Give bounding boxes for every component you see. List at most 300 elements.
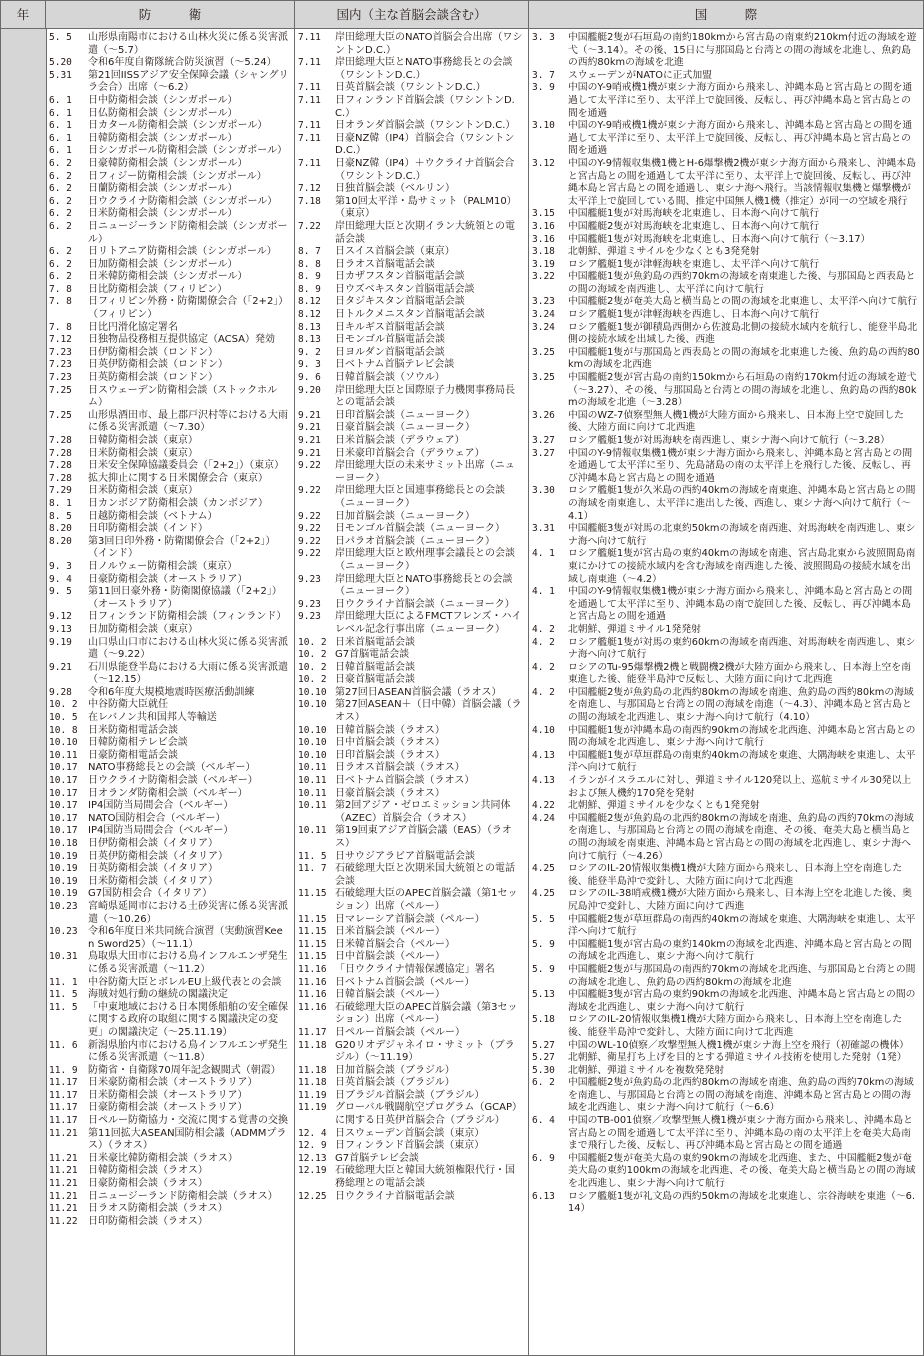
entry-date: 7. 8 — [49, 296, 72, 308]
entry-date: 3.25 — [532, 346, 555, 358]
entry-text: 日米首脳会談（デラウェア） — [335, 435, 465, 446]
entry-text: 岸田総理大臣のNATO首脳会合出席（ワシントンD.C.） — [335, 32, 523, 56]
entry-date: 11.18 — [298, 1039, 327, 1051]
entry-text: 岸田総理大臣と国際原子力機関事務局長との電話会談 — [335, 384, 515, 409]
domestic-entry — [298, 196, 524, 221]
entry-text: 日韓防衛相会談（東京） — [88, 435, 198, 446]
domestic-entry — [298, 309, 524, 322]
international-entry — [532, 750, 920, 775]
defense-entry — [49, 1090, 289, 1103]
defense-entry — [49, 145, 289, 158]
entry-date: 3.27 — [532, 447, 555, 459]
entry-text: 日ウクライナ首脳電話会談 — [335, 1190, 455, 1202]
entry-date: 10.17 — [49, 762, 78, 774]
entry-text: 日カンボジア防衛相会談（カンボジア） — [88, 497, 268, 509]
defense-entry — [49, 813, 289, 826]
defense-entry — [49, 70, 289, 95]
entry-date: 3.18 — [532, 246, 555, 258]
entry-date: 10.11 — [298, 787, 327, 799]
defense-entry — [49, 385, 289, 410]
column-divider — [294, 29, 295, 1355]
entry-text: 北朝鮮、弾道ミサイル1発発射 — [568, 623, 701, 635]
entry-date: 10. 2 — [49, 699, 78, 711]
entry-date: 5. 5 — [49, 32, 72, 43]
entry-text: 中国のTB-001偵察／攻撃型無人機1機が東シナ海方面から飛来し、沖縄本島と宮古島との間を通過して太平洋に至り、沖縄本島の南の太平洋上を奄美大島南まで飛行した後、反転し、再び沖縄本島と宮古島との間を通過 — [568, 1115, 913, 1152]
entry-text: スウェーデンがNATOに正式加盟 — [568, 69, 712, 81]
entry-text: 日印防衛相会談（ラオス） — [88, 1215, 208, 1227]
international-entry — [532, 1153, 920, 1191]
entry-date: 10.11 — [298, 825, 327, 837]
defense-entry — [49, 536, 289, 561]
defense-entry — [49, 1165, 289, 1178]
defense-entry — [49, 851, 289, 864]
international-entry — [532, 485, 920, 523]
defense-entry — [49, 725, 289, 738]
entry-text: 日ノルウェー防衛相会談（東京） — [88, 560, 238, 572]
entry-date: 9.21 — [298, 409, 321, 421]
entry-text: 中国艦艇2隻が奄美大島と横当島との間の海域を北東進し、太平洋へ向けて航行 — [568, 296, 918, 308]
international-entry — [532, 800, 920, 813]
entry-date: 7.11 — [298, 82, 321, 94]
entry-date: 9.22 — [298, 535, 321, 547]
domestic-entry — [298, 32, 524, 57]
entry-text: 日ウクライナ防衛相会談（ベルギー） — [88, 775, 258, 787]
entry-text: 日米防衛相会談（オーストラリア） — [88, 1089, 248, 1101]
entry-date: 11.21 — [49, 1203, 78, 1215]
domestic-entry — [298, 699, 524, 724]
entry-date: 11. 9 — [49, 1064, 78, 1076]
entry-date: 3.19 — [532, 258, 555, 270]
entry-text: 第27回ASEAN＋（日中韓）首脳会議（ラオス） — [335, 699, 522, 724]
entry-date: 11.17 — [49, 1077, 78, 1089]
entry-text: 石破総理大臣のAPEC首脳会議（第3セッション）出席（ペルー） — [335, 1001, 518, 1026]
entry-date: 4.24 — [532, 812, 555, 824]
domestic-entry — [298, 599, 524, 612]
header-defense: 防 衛 — [46, 1, 295, 29]
entry-text: 日カザフスタン首脳電話会談 — [335, 271, 465, 283]
entry-date: 4.13 — [532, 775, 555, 787]
international-entry — [532, 448, 920, 486]
entry-text: 中国艦艇3隻が宮古島の東約90kmの海域を北西進、沖縄本島と宮古島との間の海域を北西進し、東シナ海へ向けて航行 — [568, 989, 916, 1013]
entry-text: 日韓首脳会談（ペルー） — [335, 989, 445, 1001]
entry-date: 10.10 — [298, 724, 327, 736]
entry-date: 7.11 — [298, 132, 321, 144]
defense-entry — [49, 271, 289, 284]
entry-text: G7首脳テレビ会談 — [335, 1152, 419, 1164]
entry-date: 7.11 — [298, 157, 321, 169]
entry-date: 3.24 — [532, 309, 555, 321]
entry-text: 中国艦艇2隻が石垣島の南約180kmから宮古島の南東約210km付近の海域を遊弋（～3.14）。その後、15日に与那国島と台湾との間の海域を北進し、魚釣島の西約80kmの海域を北進 — [568, 32, 917, 69]
entry-text: 日印首脳会談（ラオス） — [335, 749, 445, 761]
defense-entry — [49, 574, 289, 587]
entry-text: 令和6年度大規模地震時医療活動訓練 — [88, 686, 255, 698]
entry-text: 日フィンランド首脳会談（東京） — [335, 1140, 485, 1152]
entry-date: 7.11 — [298, 32, 321, 43]
entry-text: 日ウズベキスタン首脳電話会談 — [335, 283, 475, 295]
entry-date: 7.22 — [298, 220, 321, 232]
domestic-entry — [298, 788, 524, 801]
entry-text: ロシアのIL-38哨戒機1機が大陸方面から飛来し、日本海上空を北進した後、奥尻島沖で変針し、大陸方面に向けて西進 — [568, 888, 912, 912]
defense-entry — [49, 57, 289, 70]
domestic-entry — [298, 523, 524, 536]
entry-text: 鳥取県大田市における鳥インフルエンザ発生に係る災害派遣（～11.2） — [88, 951, 288, 975]
international-entry — [532, 1115, 920, 1153]
domestic-entry — [298, 372, 524, 385]
defense-entry — [49, 196, 289, 209]
entry-text: 在レバノン共和国邦人等輸送 — [88, 712, 217, 724]
domestic-entry — [298, 649, 524, 662]
entry-text: 日英伊防衛相会談（イタリア） — [88, 850, 228, 862]
entry-date: 7. 8 — [49, 283, 72, 295]
domestic-entry — [298, 800, 524, 825]
domestic-entry — [298, 1077, 524, 1090]
entry-date: 10.17 — [49, 775, 78, 787]
defense-entry — [49, 662, 289, 687]
entry-date: 3.12 — [532, 157, 555, 169]
entry-date: 6. 4 — [532, 1115, 555, 1127]
defense-entry — [49, 611, 289, 624]
international-entry — [532, 775, 920, 800]
entry-date: 6. 2 — [49, 220, 72, 232]
domestic-entry — [298, 926, 524, 939]
entry-date: 4.13 — [532, 749, 555, 761]
entry-text: 日豪首脳電話会談 — [335, 674, 415, 686]
international-entry — [532, 863, 920, 888]
entry-date: 4. 1 — [532, 586, 555, 598]
entry-date: 10.10 — [298, 686, 327, 698]
domestic-entry — [298, 385, 524, 410]
defense-entry — [49, 1102, 289, 1115]
entry-date: 6. 2 — [49, 258, 72, 270]
entry-text: 日フィリピン外務・防衛閣僚会合（「2+2」）（フィリピン） — [88, 296, 289, 321]
entry-text: 第10回太平洋・島サミット（PALM10）（東京） — [335, 195, 517, 220]
entry-date: 9.13 — [49, 623, 72, 635]
defense-entry — [49, 800, 289, 813]
entry-text: 日豪NZ韓（IP4）＋ウクライナ首脳会合（ワシントンD.C.） — [335, 157, 515, 182]
international-entry — [532, 548, 920, 586]
entry-text: 日英伊防衛相会談（ロンドン） — [88, 359, 228, 371]
entry-text: 石破総理大臣と次期米国大統領との電話会談 — [335, 863, 515, 887]
entry-date: 10. 8 — [49, 724, 78, 736]
international-entry — [532, 1014, 920, 1039]
entry-date: 11.16 — [298, 1001, 327, 1013]
entry-date: 3.30 — [532, 485, 555, 497]
entry-text: 日韓首脳会談（ラオス） — [335, 724, 445, 736]
entry-text: 日豪防衛相電話会談 — [88, 749, 178, 761]
domestic-entry — [298, 57, 524, 82]
entry-date: 9.23 — [298, 598, 321, 610]
defense-entry — [49, 448, 289, 461]
entry-text: グローバル戦闘航空プログラム（GCAP）に関する日英伊首脳会合（ブラジル） — [335, 1102, 523, 1127]
entry-date: 11.21 — [49, 1127, 78, 1139]
entry-date: 5. 9 — [532, 938, 555, 950]
domestic-entry — [298, 95, 524, 120]
entry-date: 7.11 — [298, 94, 321, 106]
entry-text: 日仏防衛相会談（シンガポール） — [88, 107, 238, 119]
entry-text: 日米防衛相会談（イタリア） — [88, 875, 218, 887]
defense-entry — [49, 1002, 289, 1040]
entry-text: 日韓首脳電話会談 — [335, 661, 415, 673]
defense-entry — [49, 95, 289, 108]
entry-date: 4.25 — [532, 863, 555, 875]
international-entry — [532, 221, 920, 234]
entry-date: 4. 2 — [532, 623, 555, 635]
defense-entry — [49, 158, 289, 171]
entry-text: 日トルクメニスタン首脳電話会談 — [335, 309, 485, 321]
entry-date: 10.11 — [298, 775, 327, 787]
entry-date: 10.19 — [49, 875, 78, 887]
header-year: 年 — [1, 1, 46, 29]
entry-text: IP4国防当局間会合（ベルギー） — [88, 800, 234, 812]
entry-date: 8.12 — [298, 296, 321, 308]
entry-text: 日韓首脳会談（ソウル） — [335, 372, 445, 384]
entry-text: 日米首脳会談（ペルー） — [335, 926, 445, 938]
defense-entry — [49, 1153, 289, 1166]
entry-text: 中国艦艇1隻が宮古島の東約140kmの海域を北西進、沖縄本島と宮古島との間の海域を北西進し、東シナ海へ向けて航行 — [568, 938, 912, 963]
entry-date: 6. 1 — [49, 120, 72, 132]
defense-entry — [49, 788, 289, 801]
entry-date: 11.21 — [49, 1190, 78, 1202]
defense-entry — [49, 977, 289, 990]
entry-text: 山形県南陽市における山林火災に係る災害派遣（～5.7） — [88, 32, 288, 56]
entry-date: 5.30 — [532, 1064, 555, 1076]
domestic-entry — [298, 687, 524, 700]
entry-date: 7.29 — [49, 485, 72, 497]
entry-text: 日米防衛相会談（東京） — [88, 447, 198, 459]
defense-entry — [49, 435, 289, 448]
entry-date: 4. 1 — [532, 548, 555, 560]
entry-date: 10.17 — [49, 787, 78, 799]
entry-date: 9.19 — [49, 636, 72, 648]
entry-text: 日オランダ防衛相会談（ベルギー） — [88, 787, 248, 799]
entry-date: 7.11 — [298, 120, 321, 132]
entry-date: 9.21 — [49, 661, 72, 673]
entry-date: 10. 2 — [298, 674, 327, 686]
entry-date: 9.28 — [49, 686, 72, 698]
defense-entry — [49, 1128, 289, 1153]
entry-date: 9.21 — [298, 447, 321, 459]
entry-text: 日米豪印首脳会合（デラウェア） — [335, 447, 485, 459]
domestic-entry — [298, 1165, 524, 1190]
international-entry — [532, 271, 920, 296]
entry-text: 日米防衛相電話会談 — [88, 724, 178, 736]
entry-date: 6. 2 — [49, 208, 72, 220]
entry-text: 北朝鮮、弾道ミサイルを少なくとも1発発射 — [568, 800, 760, 812]
entry-text: 石破総理大臣のAPEC首脳会議（第1セッション）出席（ペルー） — [335, 888, 518, 912]
entry-date: 6. 2 — [49, 271, 72, 283]
entry-text: 岸田総理大臣によるFMCTフレンズ・ハイレベル記念行事出席（ニューヨーク） — [335, 611, 522, 635]
entry-text: 令和6年度日米共同統合演習（実動演習Keen Sword25）（～11.1） — [88, 926, 283, 950]
defense-entry — [49, 296, 289, 321]
entry-date: 7.28 — [49, 472, 72, 484]
entry-text: 中国のY-9哨戒機1機が東シナ海方面から飛来し、沖縄本島と宮古島との間を通過して太平洋に至り、太平洋上で旋回後、反転し、再び沖縄本島と宮古島との間を通過 — [568, 82, 913, 119]
international-entry — [532, 347, 920, 372]
entry-text: 日豪防衛相会談（ラオス） — [88, 1178, 208, 1190]
entry-text: 日蘭防衛相会談（シンガポール） — [88, 183, 238, 195]
defense-column — [49, 32, 289, 1228]
entry-date: 7.12 — [49, 334, 72, 346]
domestic-entry — [298, 851, 524, 864]
entry-text: 日独首脳会談（ベルリン） — [335, 183, 455, 195]
entry-text: 日伊防衛相会談（イタリア） — [88, 838, 218, 849]
entry-date: 7. 8 — [49, 321, 72, 333]
defense-entry — [49, 1216, 289, 1229]
entry-text: 海賊対処行動の継続の閣議決定 — [88, 989, 228, 1001]
entry-date: 7.28 — [49, 435, 72, 446]
domestic-entry — [298, 221, 524, 246]
entry-date: 11.19 — [298, 1089, 327, 1101]
entry-date: 5.20 — [49, 57, 72, 69]
entry-text: 日加首脳会談（ブラジル） — [335, 1064, 455, 1076]
entry-text: イランがイスラエルに対し、弾道ミサイル120発以上、巡航ミサイル30発以上および無人機約170発を発射 — [568, 775, 912, 799]
domestic-entry — [298, 762, 524, 775]
domestic-entry — [298, 448, 524, 461]
entry-text: 中国のWZ-7偵察型無人機1機が大陸方面から飛来し、日本海上空で旋回した後、大陸方面に向けて北西進 — [568, 409, 904, 434]
entry-text: 日豪首脳会談（ニューヨーク） — [335, 422, 475, 434]
entry-date: 6. 1 — [49, 132, 72, 144]
entry-text: 日米韓防衛相会談（シンガポール） — [88, 271, 248, 283]
defense-entry — [49, 221, 289, 246]
entry-text: 中国のY-9情報収集機1機が東シナ海方面から飛来し、沖縄本島と宮古島との間を通過して太平洋に至り、沖縄本島の南で旋回した後、反転し、再び沖縄本島と宮古島との間を通過 — [568, 586, 913, 623]
entry-text: IP4国防当局間会合（ベルギー） — [88, 825, 234, 837]
entry-text: G20リオデジャネイロ・サミット（ブラジル）（～11.19） — [335, 1039, 515, 1064]
entry-text: ロシア艦艇1隻が宮古島の東約40kmの海域を南進、宮古島北東から波照間島南東にかけての接続水域内を含む海域を南西進した後、波照間島の接続水域を出域し南東進（～4.2） — [568, 548, 916, 585]
entry-date: 10. 2 — [298, 636, 327, 648]
entry-date: 5.18 — [532, 1014, 555, 1026]
entry-text: 中谷防衛大臣とボレルEU上級代表との会談 — [88, 976, 282, 988]
international-entry — [532, 1191, 920, 1216]
defense-entry — [49, 32, 289, 57]
entry-text: 日米安全保障協議委員会（「2+2」）（東京） — [88, 460, 285, 472]
domestic-entry — [298, 548, 524, 573]
entry-text: 岸田総理大臣と次期イラン大統領との電話会談 — [335, 220, 515, 245]
entry-date: 3.15 — [532, 208, 555, 220]
international-entry — [532, 309, 920, 322]
entry-date: 7.28 — [49, 460, 72, 472]
entry-text: G7国防相会合（イタリア） — [88, 888, 213, 900]
entry-text: 中国のY-9情報収集機1機とH-6爆撃機2機が東シナ海方面から飛来し、沖縄本島と宮古島との間を通過して太平洋に至り、太平洋上で旋回後、反転し、再び沖縄本島と宮古島との間を通過し、東シナ海へ飛行。当該情報収集機と爆撃機が太平洋上で旋回している間、推定中国無人機1機（推定）が同一の空域を飛行 — [568, 157, 916, 207]
defense-entry — [49, 410, 289, 435]
entry-date: 11.21 — [49, 1178, 78, 1190]
international-entry — [532, 523, 920, 548]
domestic-entry — [298, 183, 524, 196]
domestic-entry — [298, 259, 524, 272]
defense-entry — [49, 863, 289, 876]
entry-date: 6. 2 — [49, 246, 72, 258]
defense-entry — [49, 511, 289, 524]
domestic-entry — [298, 775, 524, 788]
entry-text: 「日ウクライナ情報保護協定」署名 — [335, 963, 495, 975]
entry-date: 7.12 — [298, 183, 321, 195]
entry-date: 10.19 — [49, 888, 78, 900]
entry-date: 3.23 — [532, 296, 555, 308]
entry-date: 3.16 — [532, 220, 555, 232]
entry-date: 3.26 — [532, 409, 555, 421]
entry-text: 日豪NZ韓（IP4）首脳会合（ワシントンD.C.） — [335, 132, 515, 157]
entry-text: 第27回日ASEAN首脳会議（ラオス） — [335, 686, 502, 698]
international-entry — [532, 208, 920, 221]
international-entry — [532, 624, 920, 637]
defense-entry — [49, 246, 289, 259]
entry-text: 日韓防衛相会談（ラオス） — [88, 1165, 208, 1177]
entry-date: 11. 6 — [49, 1039, 78, 1051]
domestic-entry — [298, 410, 524, 423]
entry-text: 日韓防衛相テレビ会談 — [88, 737, 188, 749]
domestic-entry — [298, 951, 524, 964]
defense-entry — [49, 183, 289, 196]
entry-date: 9.23 — [298, 573, 321, 585]
entry-text: 中国艦艇3隻が対馬の北東約50kmの海域を南西進、対馬海峡を南西進し、東シナ海へ向けて航行 — [568, 523, 916, 547]
defense-entry — [49, 750, 289, 763]
entry-date: 9. 2 — [298, 346, 321, 358]
defense-entry — [49, 108, 289, 121]
header-domestic: 国内（主な首脳会談含む） — [295, 1, 529, 29]
domestic-entry — [298, 284, 524, 297]
entry-date: 3. 9 — [532, 82, 555, 94]
domestic-entry — [298, 422, 524, 435]
entry-text: 中国艦艇2隻が与那国島の南西約70kmの海域を北西進、与那国島と台湾との間の海域を北進し、魚釣島の西約80kmの海域を北進 — [568, 963, 916, 988]
entry-text: 岸田総理大臣と欧州理事会議長との会談（ニューヨーク） — [335, 548, 515, 572]
entry-date: 12. 9 — [298, 1140, 327, 1152]
defense-entry — [49, 926, 289, 951]
defense-entry — [49, 322, 289, 335]
defense-entry — [49, 901, 289, 926]
entry-date: 3.16 — [532, 233, 555, 245]
entry-date: 12.19 — [298, 1165, 327, 1177]
defense-entry — [49, 1077, 289, 1090]
entry-text: 日印防衛相会談（インド） — [88, 523, 208, 535]
entry-date: 11. 5 — [298, 850, 327, 862]
domestic-entry — [298, 737, 524, 750]
entry-text: 日タジキスタン首脳電話会談 — [335, 296, 465, 308]
entry-date: 6. 1 — [49, 145, 72, 157]
column-divider — [528, 29, 529, 1355]
entry-text: 日モンゴル首脳電話会談 — [335, 334, 445, 346]
entry-date: 9. 6 — [298, 372, 321, 384]
domestic-entry — [298, 1191, 524, 1204]
entry-date: 10.19 — [49, 850, 78, 862]
entry-date: 11. 1 — [49, 976, 78, 988]
entry-date: 11.15 — [298, 888, 327, 900]
entry-text: 日ベトナム首脳会談（ペルー） — [335, 976, 475, 988]
entry-text: 日リトアニア防衛相会談（シンガポール） — [88, 246, 277, 258]
entry-date: 9.21 — [298, 422, 321, 434]
entry-date: 8.20 — [49, 523, 72, 535]
entry-text: 日ニュージーランド防衛相会談（シンガポール） — [88, 220, 288, 245]
entry-date: 10.10 — [49, 737, 78, 749]
defense-entry — [49, 586, 289, 611]
entry-date: 10.23 — [49, 926, 78, 938]
defense-entry — [49, 208, 289, 221]
defense-entry — [49, 460, 289, 473]
domestic-entry — [298, 82, 524, 95]
entry-date: 5. 5 — [532, 913, 555, 925]
entry-date: 9.22 — [298, 523, 321, 535]
entry-date: 3.27 — [532, 435, 555, 446]
entry-text: 中国艦艇2隻が魚釣島の北西約80kmの海域を南進、魚釣島の西約80kmの海域を南進し、与那国島と台湾との間の海域を南進（～4.3）、沖縄本島と宮古島との間の海域を北西進し、東シナ海へ向けて航行（4.10） — [568, 686, 914, 724]
international-entry — [532, 586, 920, 624]
domestic-entry — [298, 977, 524, 990]
entry-date: 10.23 — [49, 900, 78, 912]
entry-text: 日豪防衛相会談（オーストラリア） — [88, 573, 248, 585]
entry-text: 日中首脳会談（ペルー） — [335, 951, 445, 963]
entry-text: 日加防衛相会談（シンガポール） — [88, 258, 238, 270]
international-entry — [532, 964, 920, 989]
domestic-entry — [298, 989, 524, 1002]
entry-date: 11.15 — [298, 913, 327, 925]
entry-text: 日英防衛相会談（イタリア） — [88, 863, 218, 875]
entry-text: 日英首脳会談（ワシントンD.C.） — [335, 82, 486, 94]
